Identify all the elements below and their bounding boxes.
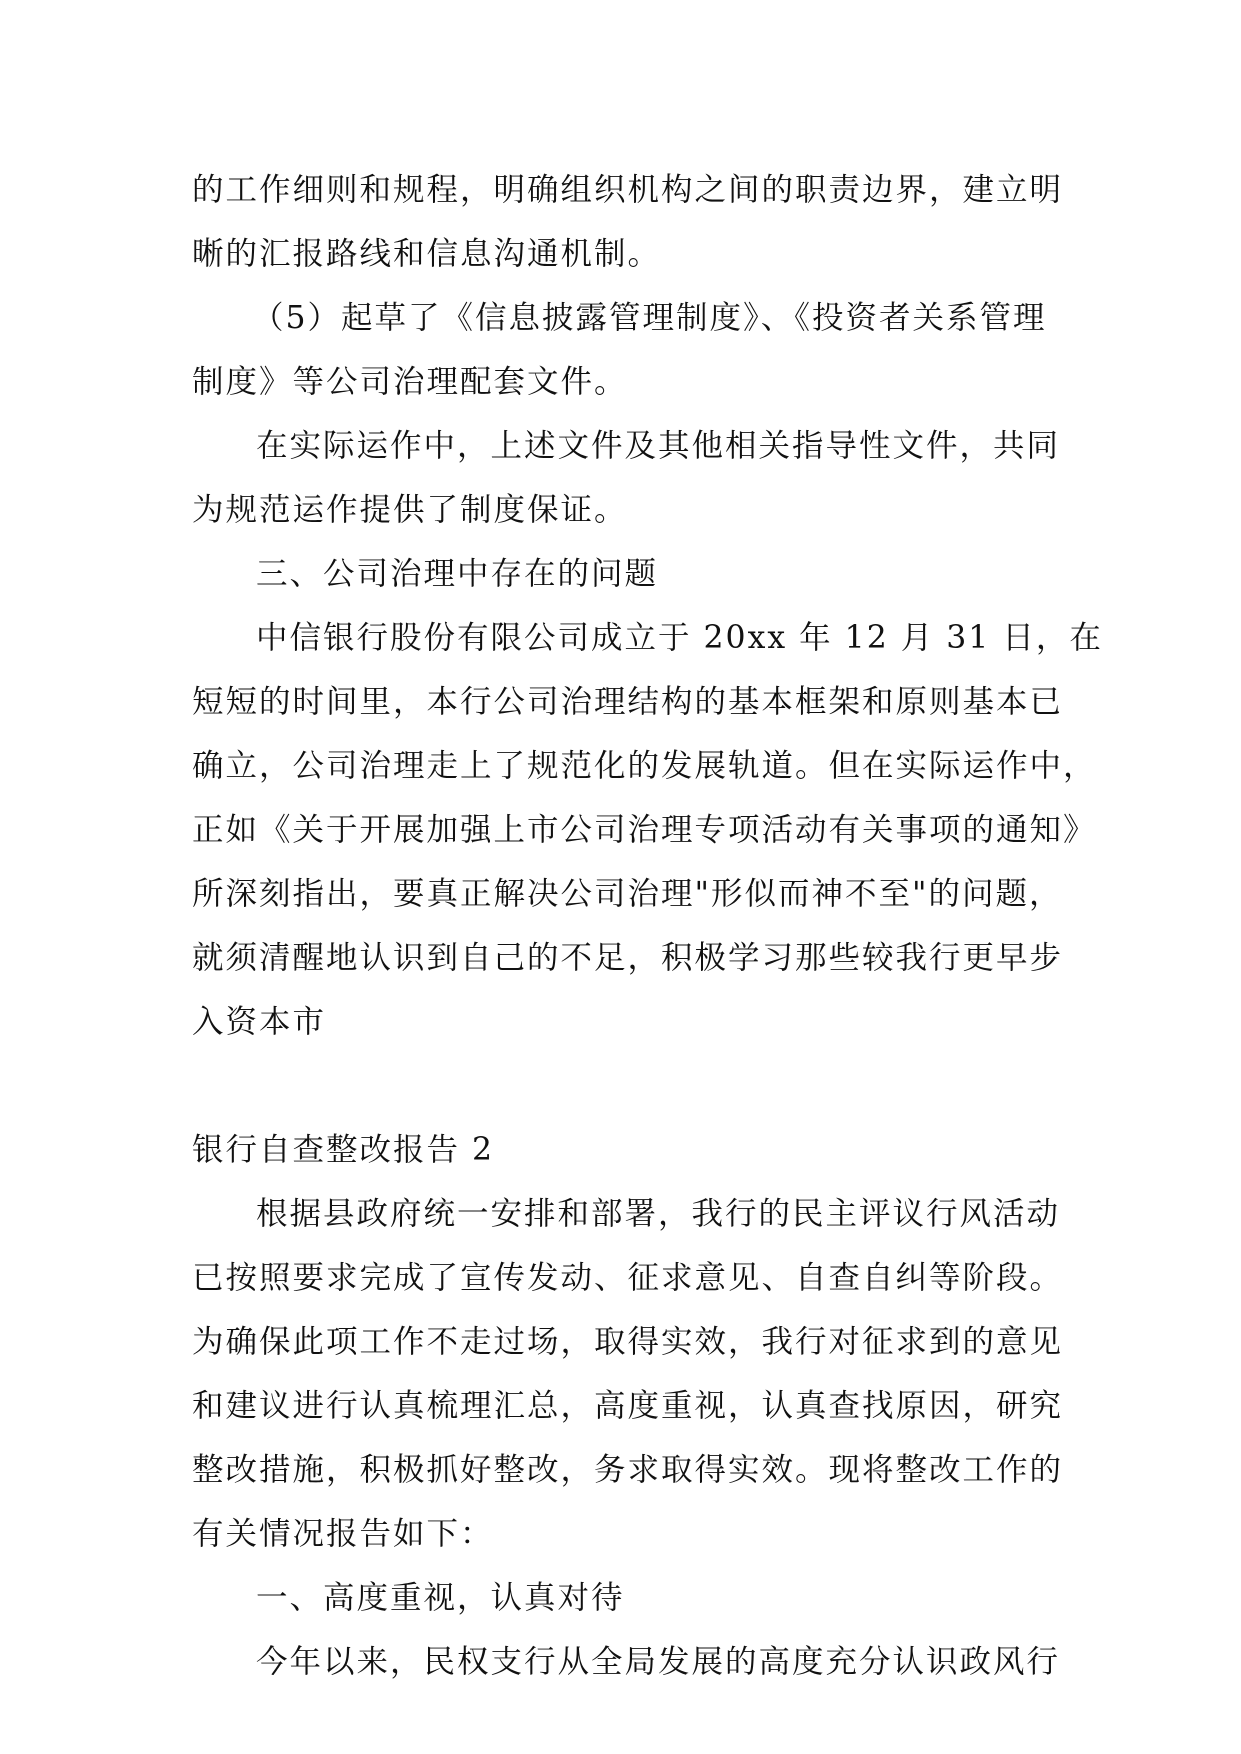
text-line: 正如《关于开展加强上市公司治理专项活动有关事项的通知》: [192, 812, 1097, 848]
text-line: 为规范运作提供了制度保证。: [192, 492, 628, 528]
text-line: 和建议进行认真梳理汇总，高度重视，认真查找原因，研究: [192, 1388, 1064, 1424]
text-line: 有关情况报告如下：: [192, 1516, 494, 1552]
text-line: 根据县政府统一安排和部署，我行的民主评议行风活动: [256, 1196, 1061, 1232]
text-line: 入资本市: [192, 1004, 327, 1040]
text-line: 的工作细则和规程，明确组织机构之间的职责边界，建立明: [192, 172, 1064, 208]
text-line: （5）起草了《信息披露管理制度》、《投资者关系管理: [252, 300, 1047, 336]
text-line: 晰的汇报路线和信息沟通机制。: [192, 236, 662, 272]
document-page: [192, 158, 1103, 1694]
section-heading: 三、公司治理中存在的问题: [256, 556, 659, 592]
text-line: 在实际运作中，上述文件及其他相关指导性文件，共同: [256, 428, 1061, 464]
paragraph-gap: [192, 1054, 1052, 1118]
text-line: 确立，公司治理走上了规范化的发展轨道。但在实际运作中，: [192, 748, 1097, 784]
text-line: 已按照要求完成了宣传发动、征求意见、自查自纠等阶段。: [192, 1260, 1064, 1296]
text-line: 所深刻指出，要真正解决公司治理"形似而神不至"的问题，: [192, 876, 1063, 912]
section-heading: 一、高度重视，认真对待: [256, 1580, 625, 1616]
text-line: 中信银行股份有限公司成立于 20xx 年 12 月 31 日，在: [256, 620, 1103, 656]
text-line: 为确保此项工作不走过场，取得实效，我行对征求到的意见: [192, 1324, 1064, 1360]
report-title: 银行自查整改报告 2: [192, 1132, 495, 1168]
text-line: 整改措施，积极抓好整改，务求取得实效。现将整改工作的: [192, 1452, 1064, 1488]
text-line: 短短的时间里，本行公司治理结构的基本框架和原则基本已: [192, 684, 1064, 720]
text-line: 就须清醒地认识到自己的不足，积极学习那些较我行更早步: [192, 940, 1064, 976]
text-line: 今年以来，民权支行从全局发展的高度充分认识政风行: [256, 1644, 1061, 1680]
text-line: 制度》等公司治理配套文件。: [192, 364, 628, 400]
